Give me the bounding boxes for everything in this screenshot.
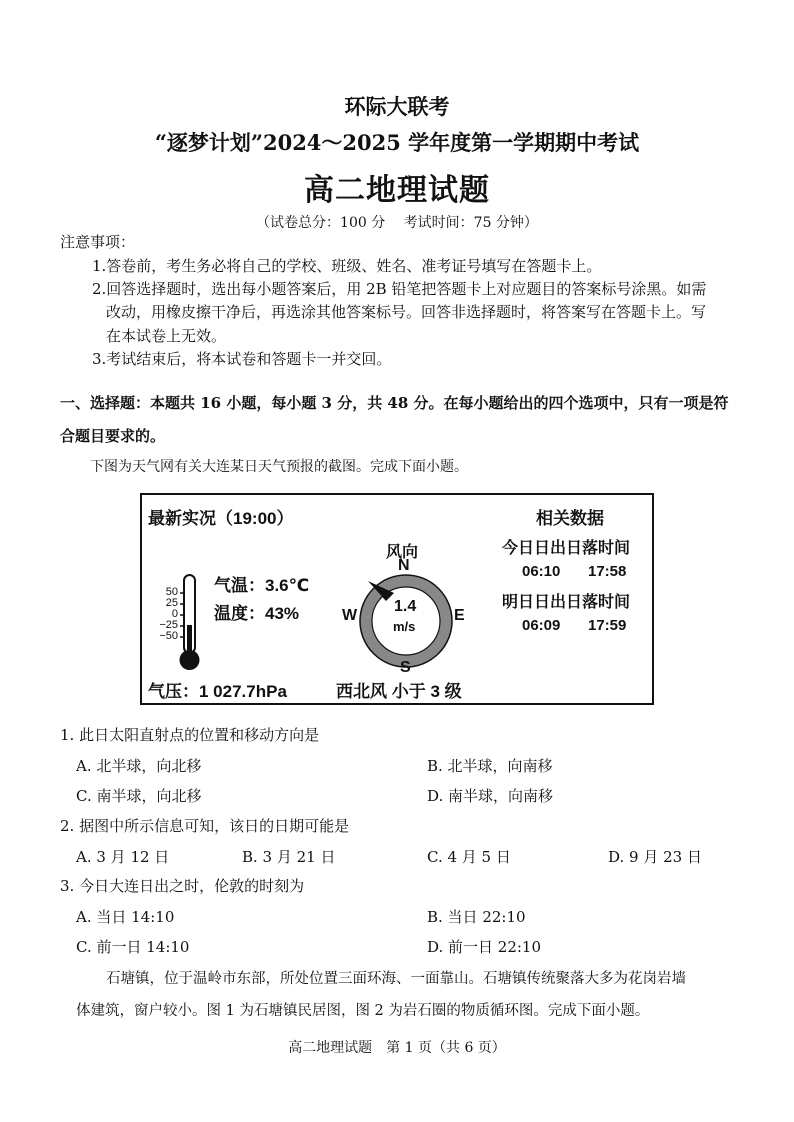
related-data-title: 相关数据 bbox=[536, 509, 604, 528]
tomorrow-sunset: 17:59 bbox=[588, 617, 627, 634]
weather-figure bbox=[140, 493, 654, 705]
section-heading-b: 合题目要求的。 bbox=[60, 427, 166, 445]
q2-option-c: C. 4 月 5 日 bbox=[427, 848, 511, 866]
notes-heading: 注意事项： bbox=[60, 233, 136, 251]
page-title: 高二地理试题 bbox=[304, 173, 490, 208]
today-sunset: 17:58 bbox=[588, 563, 627, 580]
compass-south: S bbox=[400, 659, 411, 676]
exam-alliance: 环际大联考 bbox=[344, 94, 450, 119]
scale-tick: 25 bbox=[165, 597, 178, 609]
pressure-value: 气压：1 027.7hPa bbox=[148, 682, 287, 701]
question-1: 1. 此日太阳直射点的位置和移动方向是 bbox=[60, 726, 320, 744]
today-sunrise: 06:10 bbox=[522, 563, 561, 580]
scale-tick: −25 bbox=[159, 619, 178, 631]
wind-speed-unit: m/s bbox=[393, 619, 416, 634]
question-3: 3. 今日大连日出之时，伦敦的时刻为 bbox=[60, 877, 305, 895]
q2-option-d: D. 9 月 23 日 bbox=[608, 848, 702, 866]
exam-subtitle: “逐梦计划”2024～2025 学年度第一学期期中考试 bbox=[154, 130, 640, 155]
today-sun-label: 今日日出日落时间 bbox=[502, 540, 631, 557]
q2-option-a: A. 3 月 12 日 bbox=[76, 848, 170, 866]
compass-north: N bbox=[398, 557, 410, 574]
note-item-3: 3.考试结束后，将本试卷和答题卡一并交回。 bbox=[92, 350, 392, 368]
wind-description: 西北风 小于 3 级 bbox=[336, 682, 462, 701]
q3-option-c: C. 前一日 14:10 bbox=[76, 938, 190, 956]
q1-option-a: A. 北半球，向北移 bbox=[76, 757, 202, 775]
q1-option-d: D. 南半球，向南移 bbox=[427, 787, 554, 805]
latest-observation: 最新实况（19:00） bbox=[148, 509, 294, 528]
exam-meta: （试卷总分：100 分 考试时间：75 分钟） bbox=[256, 215, 538, 231]
q3-option-d: D. 前一日 22:10 bbox=[427, 938, 542, 956]
section-heading-a: 一、选择题：本题共 16 小题，每小题 3 分，共 48 分。在每小题给出的四个选项中，只有一项是符 bbox=[60, 394, 729, 412]
note-item-2b: 改动，用橡皮擦干净后，再选涂其他答案标号。回答非选择题时，将答案写在答题卡上。写 bbox=[106, 303, 707, 321]
note-item-1: 1.答卷前，考生务必将自己的学校、班级、姓名、准考证号填写在答题卡上。 bbox=[92, 257, 602, 275]
scale-tick: −50 bbox=[159, 630, 178, 642]
wind-direction-title: 风向 bbox=[386, 544, 419, 561]
wind-speed-value: 1.4 bbox=[394, 598, 417, 615]
q1-option-b: B. 北半球，向南移 bbox=[427, 757, 553, 775]
figure-intro: 下图为天气网有关大连某日天气预报的截图。完成下面小题。 bbox=[90, 459, 468, 475]
compass-east: E bbox=[454, 607, 465, 624]
temperature-value: 气温：3.6℃ bbox=[214, 576, 310, 595]
note-item-2c: 在本试卷上无效。 bbox=[106, 327, 227, 345]
q3-option-b: B. 当日 22:10 bbox=[427, 908, 526, 926]
tomorrow-sunrise: 06:09 bbox=[522, 617, 561, 634]
page-footer: 高二地理试题 第 1 页（共 6 页） bbox=[288, 1040, 506, 1056]
scale-tick: 50 bbox=[165, 586, 178, 598]
q2-option-b: B. 3 月 21 日 bbox=[242, 848, 336, 866]
compass-west: W bbox=[342, 607, 358, 624]
scale-tick: 0 bbox=[171, 608, 178, 620]
question-2: 2. 据图中所示信息可知，该日的日期可能是 bbox=[60, 817, 350, 835]
thermometer-scale bbox=[148, 587, 178, 642]
humidity-value: 温度：43% bbox=[214, 604, 300, 623]
tomorrow-sun-label: 明日日出日落时间 bbox=[502, 594, 631, 611]
passage-line-2: 体建筑，窗户较小。图 1 为石塘镇民居图，图 2 为岩石圈的物质循环图。完成下面小题。 bbox=[76, 1003, 650, 1019]
note-item-2a: 2.回答选择题时，选出每小题答案后，用 2B 铅笔把答题卡上对应题目的答案标号涂黑。如需 bbox=[92, 280, 707, 298]
q1-option-c: C. 南半球，向北移 bbox=[76, 787, 202, 805]
q3-option-a: A. 当日 14:10 bbox=[76, 908, 175, 926]
passage-line-1: 石塘镇，位于温岭市东部，所处位置三面环海、一面靠山。石塘镇传统聚落大多为花岗岩墙 bbox=[106, 971, 686, 987]
